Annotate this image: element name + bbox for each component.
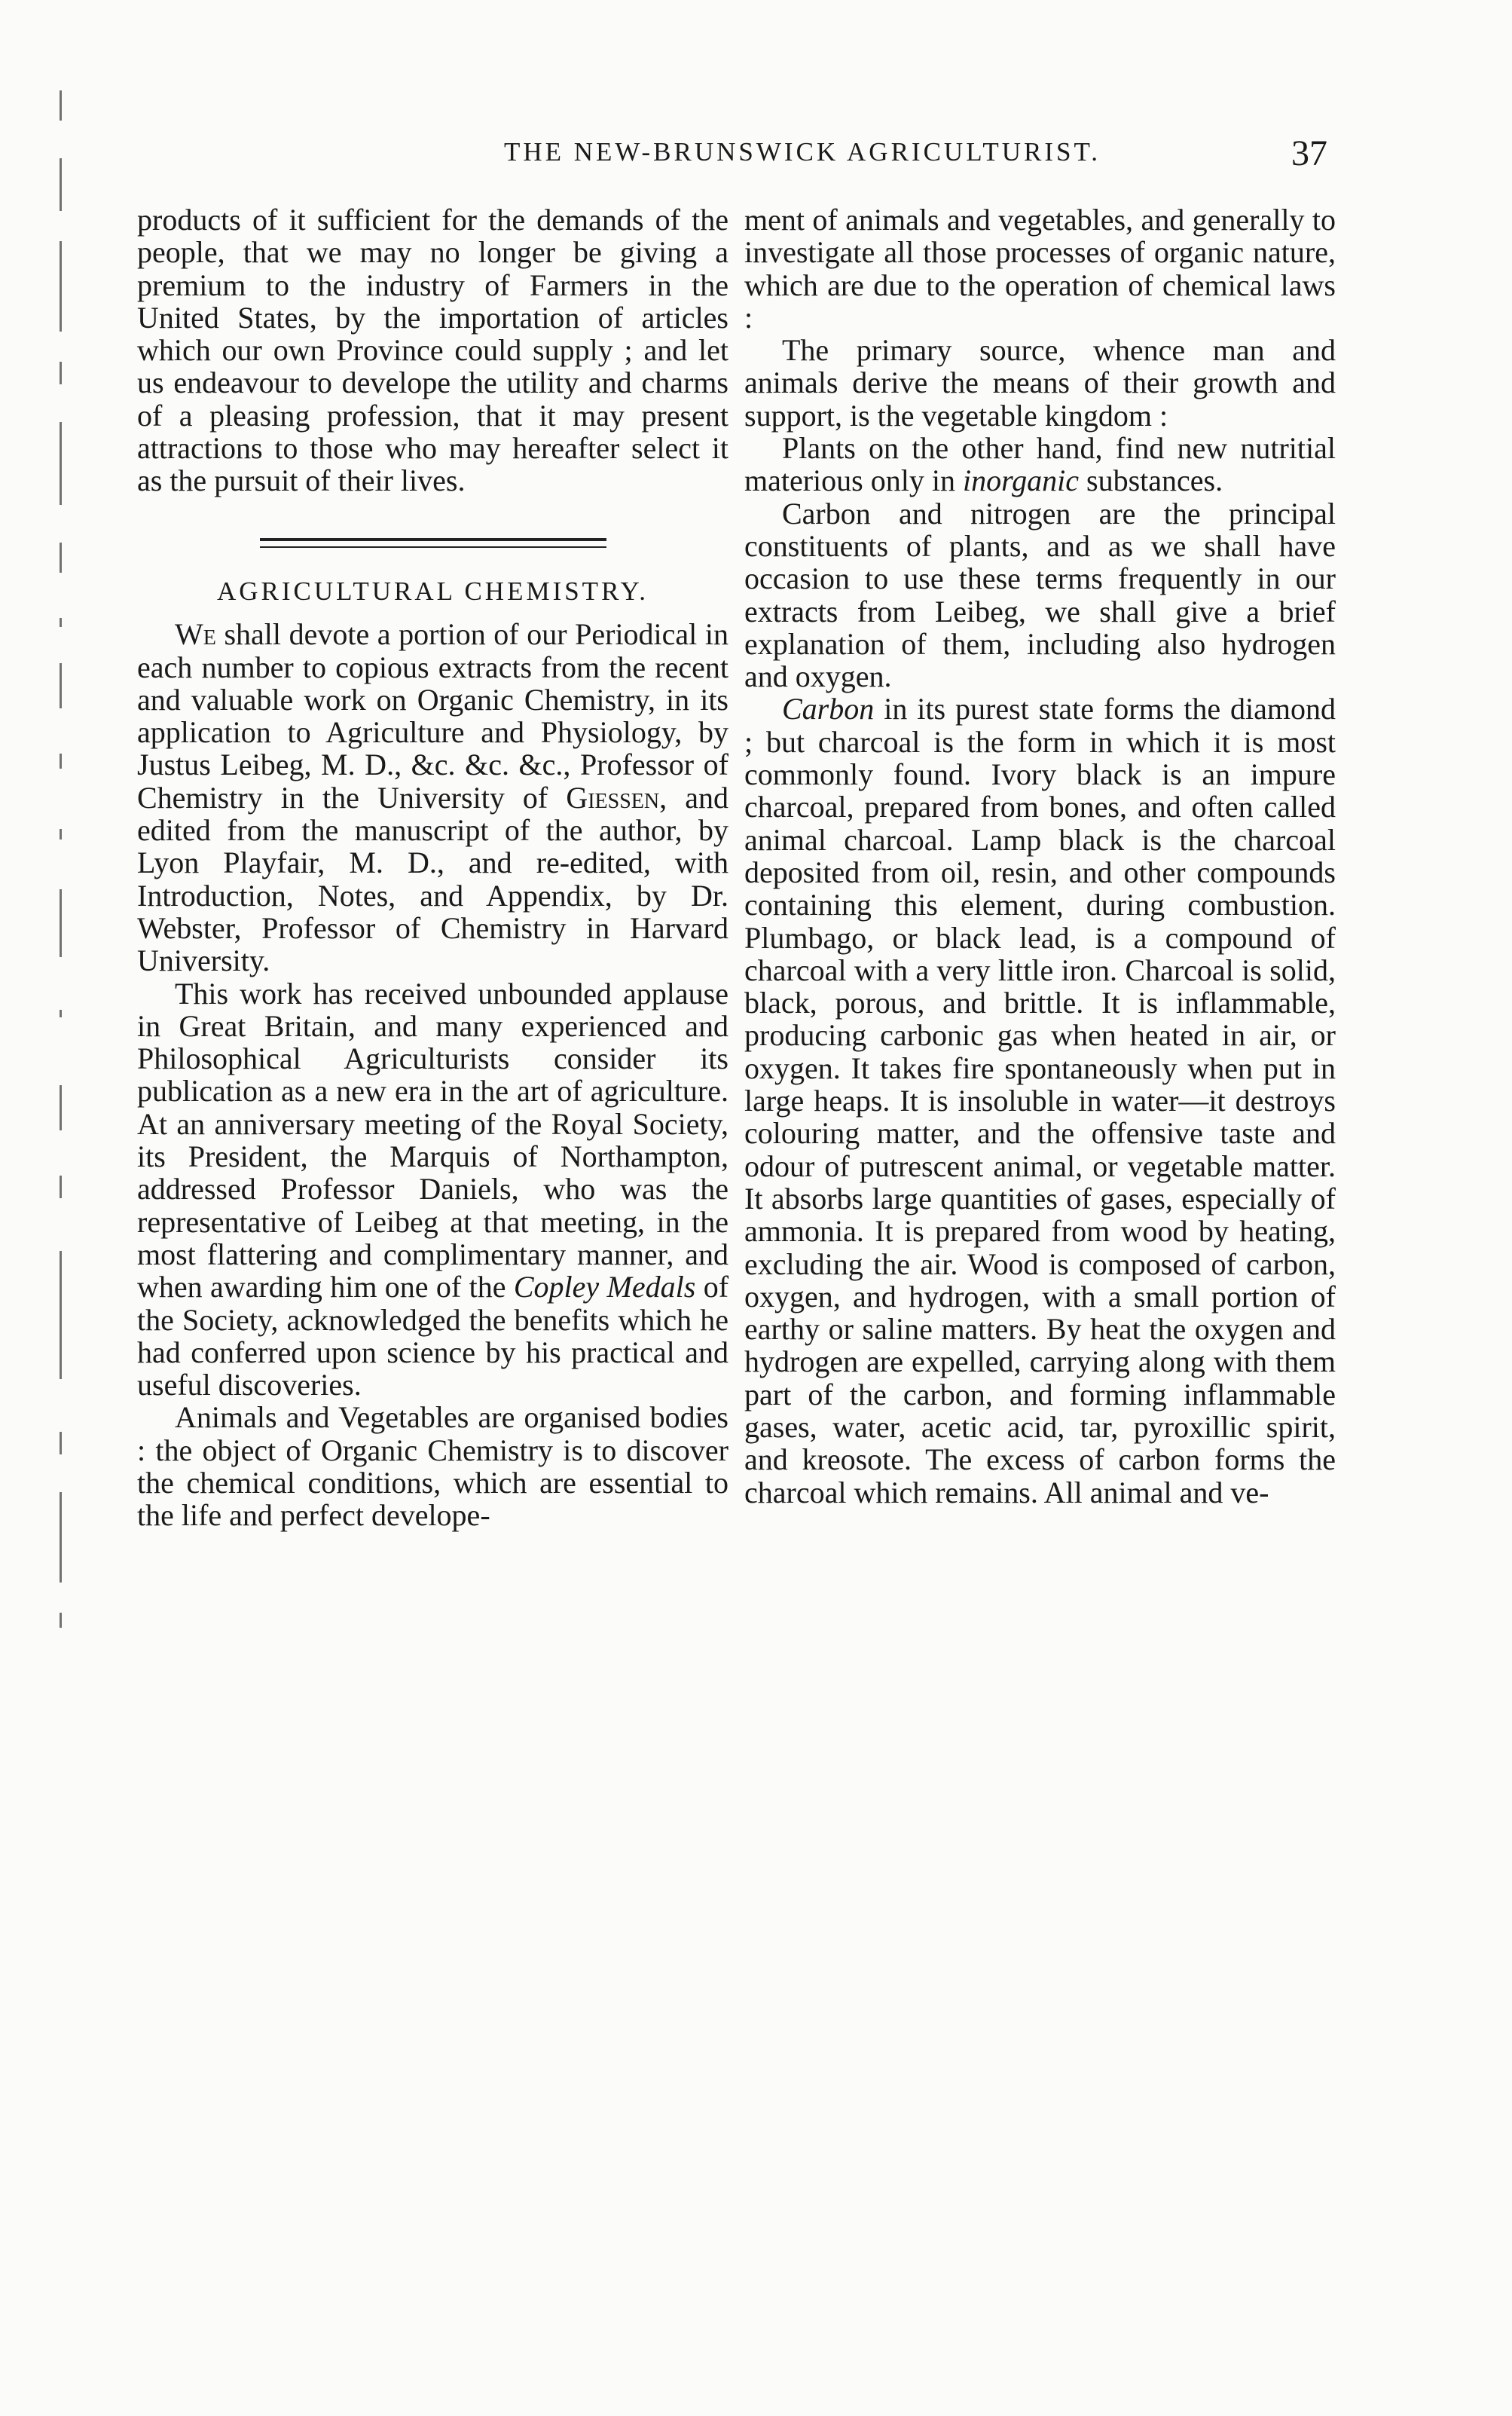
continued-paragraph-right: ment of animals and vegetables, and generally to investigate all those processes of organic nature, which are due to the operation of chemical laws : (744, 203, 1336, 335)
carbon-term: Carbon (782, 692, 875, 726)
work-text-2: of the Society, acknowledged the benefits which he had conferred upon science by his practical and useful discoveries. (137, 1270, 729, 1402)
university-name: Giessen (566, 780, 660, 815)
carbon-paragraph (744, 693, 1336, 1508)
right-column (744, 203, 1336, 1509)
section-title: AGRICULTURAL CHEMISTRY. (217, 576, 649, 606)
plants-text-1: Plants on the other hand, find new nutritial materious only in (744, 431, 1336, 498)
work-paragraph (137, 977, 729, 1402)
intro-text-2: , and edited from the manuscript of the author, by Lyon Playfair, M. D., and re-edited, with Introduction, Notes, and Appendix, by Dr. Webster, Professor of Chemistry in Harvard University. (137, 780, 729, 978)
section-divider (137, 521, 729, 554)
carbon-nitrogen-paragraph: Carbon and nitrogen are the principal constituents of plants, and as we shall have occasion to use these terms frequently in our extracts from Leibeg, we shall give a brief explanation of them, including also hydrogen and oxygen. (744, 496, 1336, 694)
continued-paragraph: products of it sufficient for the demands of the people, that we may no longer be giving a premium to the industry of Farmers in the United States, by the importation of articles which our own Province could supply ; and let us endeavour to develope the utility and charms of a pleasing profession, that it may present attractions to those who may hereafter select it as the pursuit of their lives. (137, 203, 729, 498)
plants-paragraph (744, 432, 1336, 497)
animals-paragraph: Animals and Vegetables are organised bodies : the object of Organic Chemistry is to discover the chemical conditions, which are essential to the life and perfect develope- (137, 1400, 729, 1533)
page-number: 37 (1291, 133, 1327, 173)
plants-text-2: substances. (1086, 463, 1223, 498)
work-text-1: This work has received unbounded applause in Great Britain, and many experienced and Philosophical Agriculturists consider its publication as a new era in the art of agriculture. At an anniversary meeting of the Royal Society, its President, the Marquis of Northampton, addressed Professor Daniels, who was the representative of Leibeg at that meeting, in the most flattering and complimentary manner, and when awarding him one of the (137, 976, 729, 1304)
inorganic-term: inorganic (962, 463, 1080, 498)
page-header (136, 133, 1327, 173)
left-column (137, 203, 729, 1532)
primary-source-paragraph: The primary source, whence man and animals derive the means of their growth and support, is the vegetable kingdom : (744, 333, 1336, 433)
drop-cap-word: We (175, 617, 216, 652)
intro-text-1: shall devote a portion of our Periodical in each number to copious extracts from the recent and valuable work on Organic Chemistry, in its application to Agriculture and Physiology, by Justus Leibeg, M. D., &c. &c. &c., Professor of Chemistry in the University of (137, 617, 729, 815)
intro-paragraph (137, 618, 729, 977)
copley-medals: Copley Medals (513, 1270, 696, 1304)
carbon-text: in its purest state forms the diamond ; but charcoal is the form in which it is most commonly found. Ivory black is an impure charcoal, prepared from bones, and often called animal charcoal. Lamp black is the charcoal deposited from oil, resin, and other compounds containing this element, during combustion. Plumbago, or black lead, is a compound of charcoal with a very little iron. Charcoal is solid, black, porous, and brittle. It is inflammable, producing carbonic gas when heated in air, or oxygen. It takes fire spontaneously when put in large heaps. It is insoluble in water—it destroys colouring matter, and the offensive taste and odour of putrescent animal, or vegetable matter. It absorbs large quantities of gases, especially of ammonia. It is prepared from wood by heating, excluding the air. Wood is composed of carbon, oxygen, and hydrogen, with a small portion of earthy or saline matters. By heat the oxygen and hydrogen are expelled, carrying along with them part of the carbon, and forming inflammable gases, water, acetic acid, tar, pyroxillic spirit, and kreosote. The excess of carbon forms the charcoal which remains. All animal and ve- (744, 692, 1336, 1509)
binding-edge-marks (53, 45, 69, 1665)
running-title: THE NEW-BRUNSWICK AGRICULTURIST. (503, 137, 1101, 167)
